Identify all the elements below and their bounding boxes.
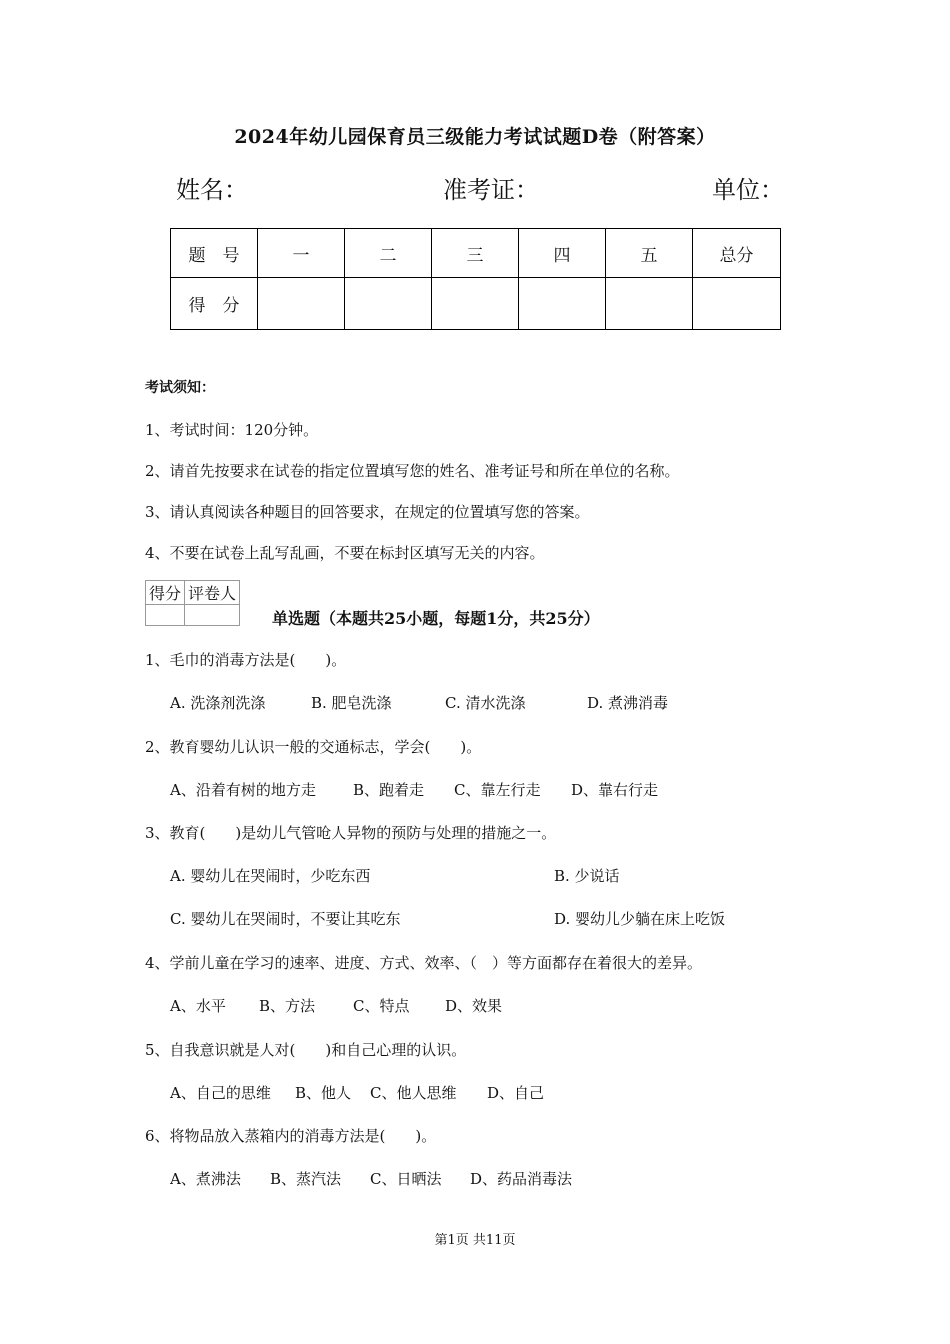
question-text: 3、教育( )是幼儿气管呛人异物的预防与处理的措施之一。 — [145, 824, 557, 842]
option: B. 肥皂洗涤 — [311, 694, 392, 712]
option: A、煮沸法 — [170, 1170, 241, 1188]
option: D. 婴幼儿少躺在床上吃饭 — [554, 910, 726, 928]
option: D、药品消毒法 — [470, 1170, 573, 1188]
option: B、跑着走 — [353, 781, 425, 799]
score-table-score-row — [171, 278, 781, 330]
option: A. 洗涤剂洗涤 — [170, 694, 266, 712]
score-table-header-cell: 三 — [432, 229, 519, 278]
option: A、自己的思维 — [170, 1084, 271, 1102]
option: C. 婴幼儿在哭闹时，不要让其吃东 — [170, 910, 401, 928]
question-text: 4、学前儿童在学习的速率、进度、方式、效率、（ ）等方面都存在着很大的差异。 — [145, 954, 703, 972]
option: B、他人 — [295, 1084, 352, 1102]
option: C. 清水洗涤 — [445, 694, 526, 712]
grader-box — [145, 580, 240, 626]
unit-label: 单位： — [712, 176, 784, 204]
option: D、靠右行走 — [571, 781, 659, 799]
score-table-header-cell: 一 — [258, 229, 345, 278]
option: B、蒸汽法 — [270, 1170, 342, 1188]
option: C、他人思维 — [370, 1084, 457, 1102]
score-cell[interactable] — [345, 278, 432, 330]
score-table-header-label: 题 号 — [171, 229, 258, 278]
notice-item: 1、考试时间：120分钟。 — [145, 421, 319, 439]
grader-score-label: 得分 — [146, 581, 185, 605]
option: C、日晒法 — [370, 1170, 442, 1188]
score-table-header-cell: 五 — [606, 229, 693, 278]
question-text: 5、自我意识就是人对( )和自己心理的认识。 — [145, 1041, 467, 1059]
option: A. 婴幼儿在哭闹时，少吃东西 — [170, 867, 371, 885]
page-title: 2024年幼儿园保育员三级能力考试试题D卷（附答案） — [234, 126, 716, 148]
grader-score-cell[interactable] — [146, 605, 185, 626]
score-table-score-label: 得 分 — [171, 278, 258, 330]
notice-item: 2、请首先按要求在试卷的指定位置填写您的姓名、准考证号和所在单位的名称。 — [145, 462, 680, 480]
option: B、方法 — [259, 997, 316, 1015]
score-cell[interactable] — [258, 278, 345, 330]
question-text: 2、教育婴幼儿认识一般的交通标志，学会( )。 — [145, 738, 482, 756]
option: A、沿着有树的地方走 — [170, 781, 316, 799]
score-cell[interactable] — [606, 278, 693, 330]
score-table — [170, 228, 781, 330]
option: D、自己 — [487, 1084, 545, 1102]
option: D、效果 — [445, 997, 503, 1015]
exam-id-label: 准考证： — [443, 176, 539, 204]
grader-reviewer-cell[interactable] — [185, 605, 240, 626]
option: A、水平 — [170, 997, 226, 1015]
notice-item: 3、请认真阅读各种题目的回答要求，在规定的位置填写您的答案。 — [145, 503, 590, 521]
score-table-header-cell: 二 — [345, 229, 432, 278]
score-table-header-cell: 四 — [519, 229, 606, 278]
name-label: 姓名： — [176, 176, 248, 204]
notice-heading: 考试须知： — [145, 380, 215, 396]
score-cell[interactable] — [693, 278, 781, 330]
section-title: 单选题（本题共25小题，每题1分，共25分） — [272, 609, 600, 628]
score-table-header-cell: 总分 — [693, 229, 781, 278]
score-cell[interactable] — [432, 278, 519, 330]
question-text: 6、将物品放入蒸箱内的消毒方法是( )。 — [145, 1127, 437, 1145]
page-footer: 第1页 共11页 — [434, 1233, 516, 1248]
option: D. 煮沸消毒 — [587, 694, 669, 712]
score-cell[interactable] — [519, 278, 606, 330]
question-text: 1、毛巾的消毒方法是( )。 — [145, 651, 347, 669]
option: C、靠左行走 — [454, 781, 541, 799]
option: C、特点 — [353, 997, 410, 1015]
notice-item: 4、不要在试卷上乱写乱画，不要在标封区填写无关的内容。 — [145, 544, 545, 562]
score-table-header-row — [171, 229, 781, 278]
grader-reviewer-label: 评卷人 — [185, 581, 240, 605]
option: B. 少说话 — [554, 867, 620, 885]
